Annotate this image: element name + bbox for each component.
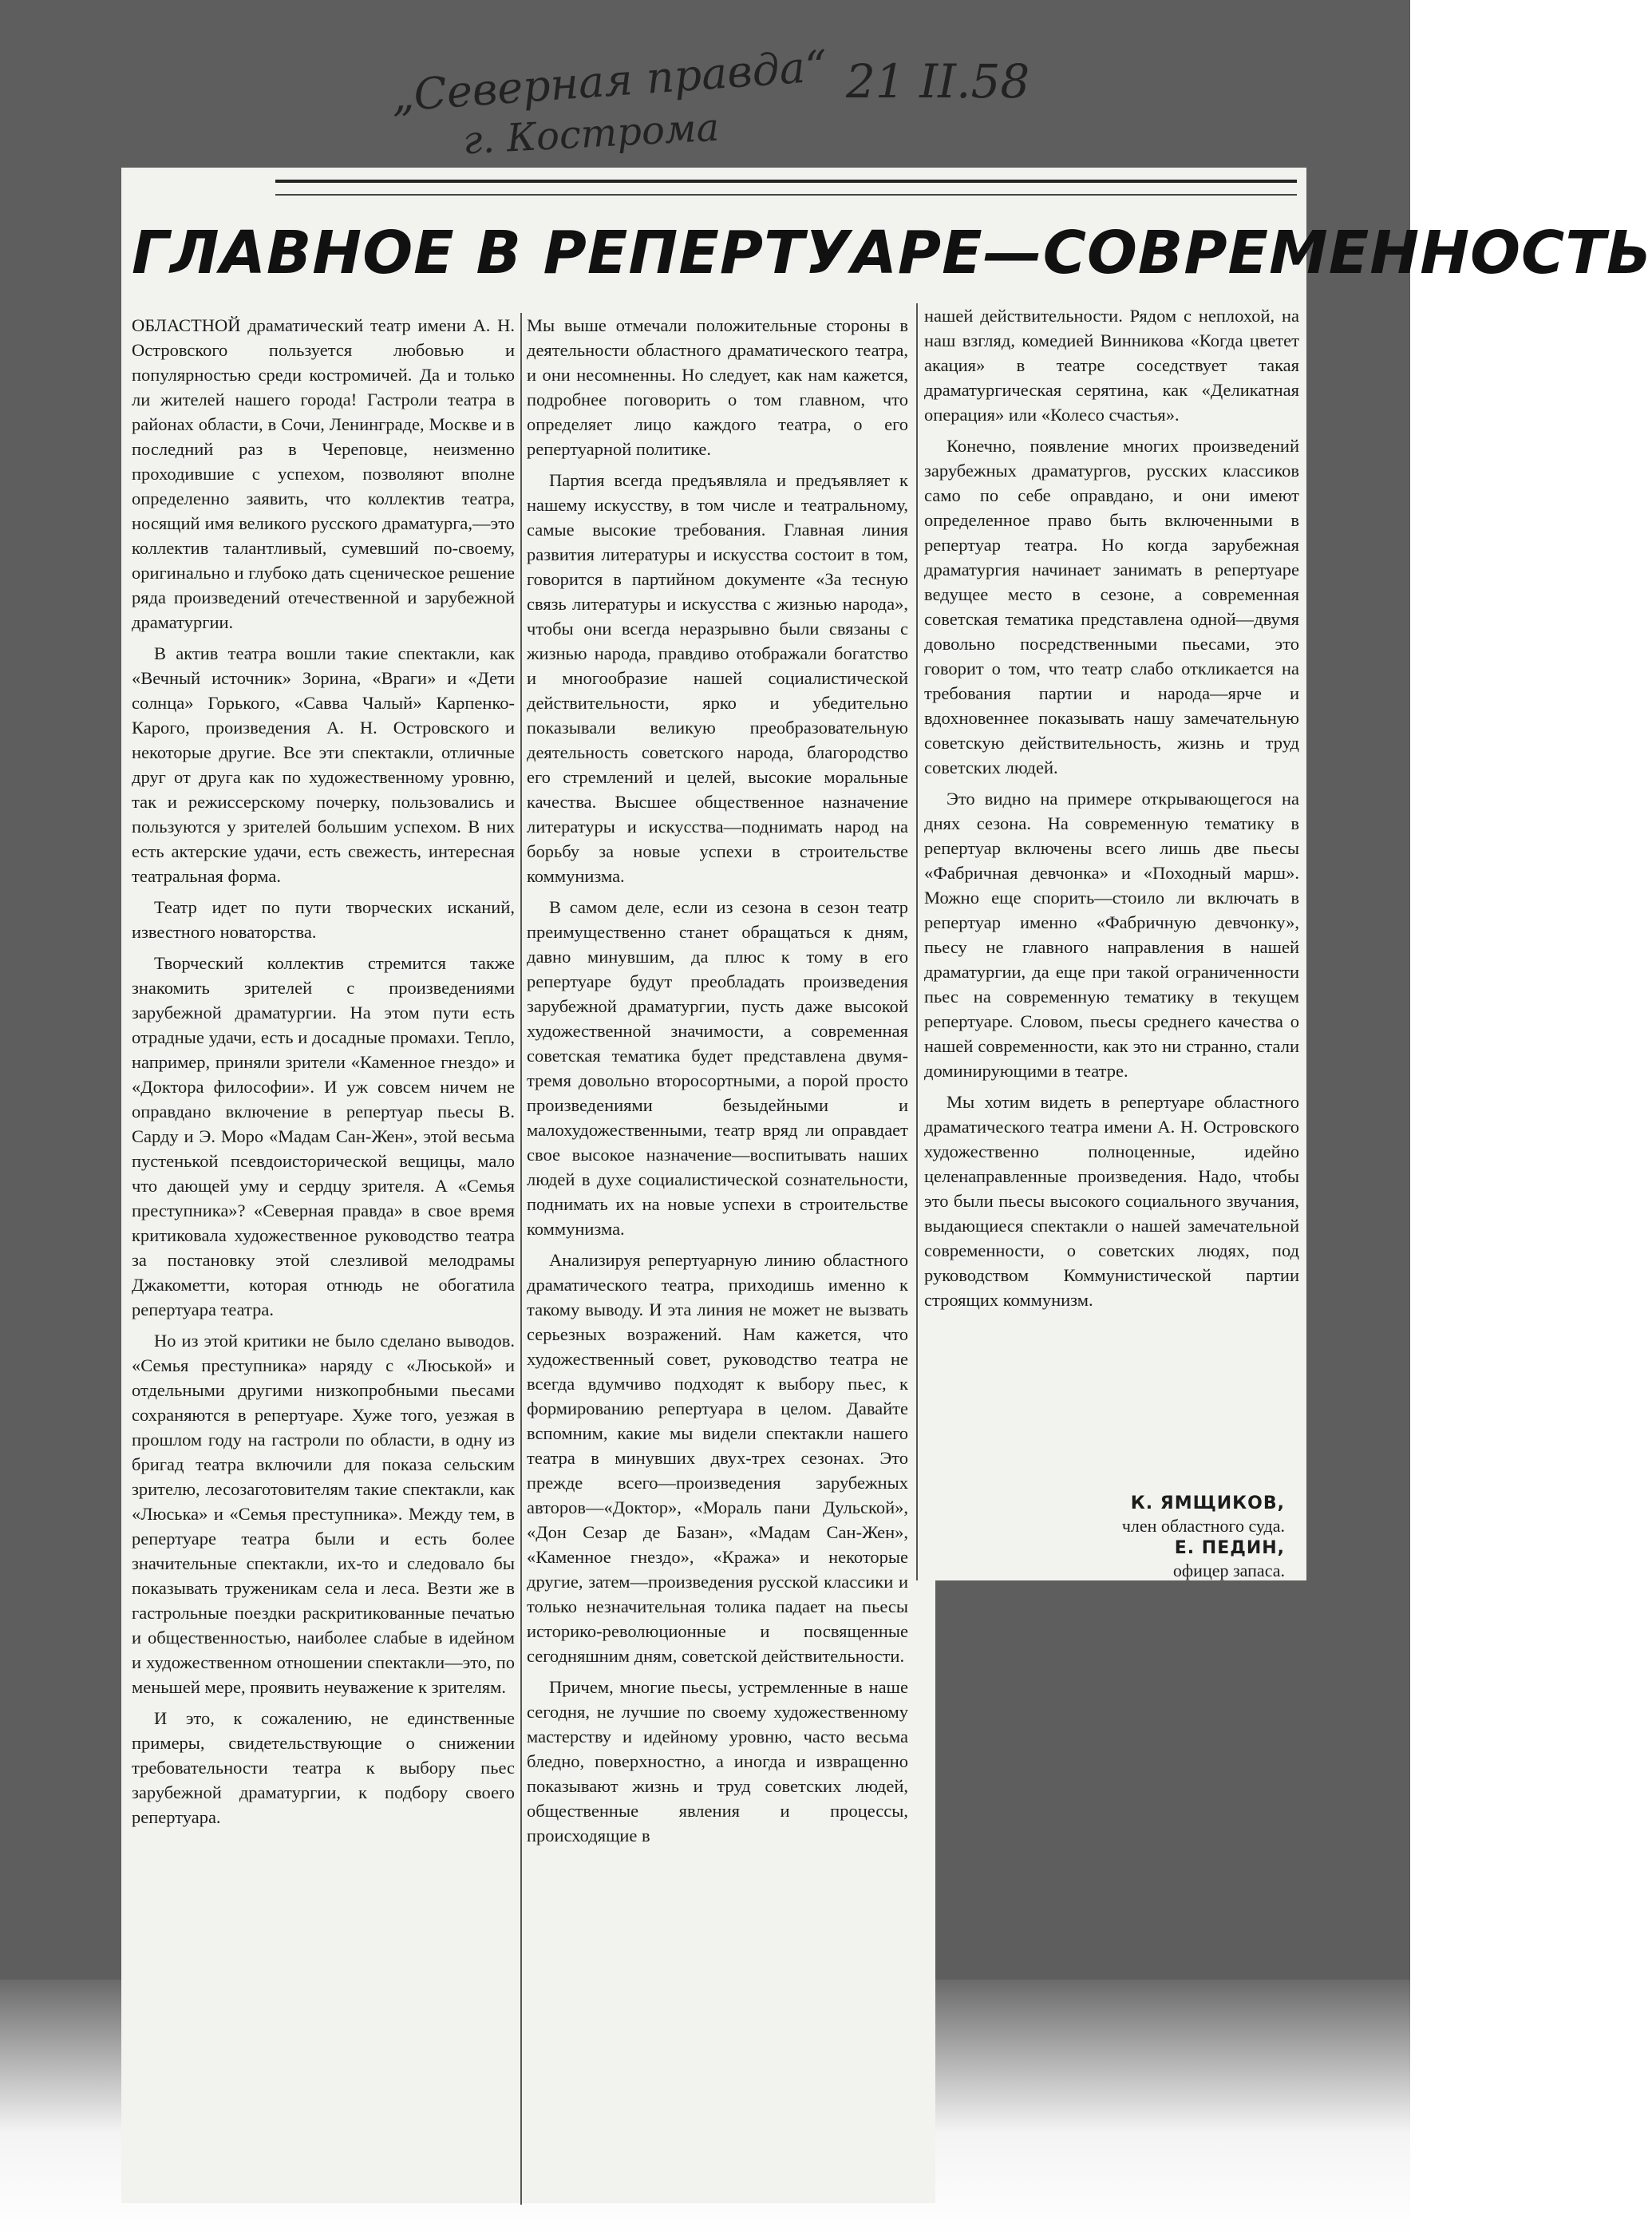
article-headline: ГЛАВНОЕ В РЕПЕРТУАРЕ—СОВРЕМЕННОСТЬ bbox=[132, 219, 1652, 287]
column-divider bbox=[916, 303, 918, 1580]
article-paragraph: Конечно, появление многих произведений зарубежных драматургов, русских классиков само по себе оправдано, и они имеют определенное право быть включенными в репертуар театра. Но когда зарубежная драматургия начинает занимать в репертуаре ведущее место в сезоне, а современная советская тематика представлена одной—двумя довольно посредственными пьесами, это говорит о том, что театр слабо откликается на требования партии и народа—ярче и вдохновеннее показывать нашу замечательную советскую действительность, жизнь и труд советских людей. bbox=[924, 436, 1299, 777]
column-divider bbox=[520, 313, 522, 2205]
article-column-3 bbox=[924, 303, 1299, 1501]
clipping-top-rule bbox=[275, 180, 1297, 196]
article-paragraph: Театр идет по пути творческих исканий, известного новаторства. bbox=[132, 897, 515, 942]
article-paragraph: Творческий коллектив стремится также знакомить зрителей с произведениями зарубежной драматургии. На этом пути есть отрадные удачи, есть и досадные промахи. Тепло, например, приняли зрители «Каменное гнездо» и «Доктора философии». И уж совсем ничем не оправдано включение в репертуар пьесы В. Сарду и Э. Моро «Мадам Сан-Жен», этой весьма пустенькой псевдоисторической вещицы, мало что дающей уму и сердцу зрителя. А «Семья преступника»? «Северная правда» в свое время критиковала художественное руководство театра за постановку этой слезливой мелодрамы Джакометти, которая отнюдь не обогатила репертуара театра. bbox=[132, 953, 515, 1319]
article-column-1 bbox=[132, 313, 515, 2205]
author-title: член областного суда. bbox=[1121, 1516, 1285, 1536]
article-paragraph: ОБЛАСТНОЙ драматический театр имени А. Н. Островского пользуется любовью и популярностью среди костромичей. Да и только ли жителей нашего города! Гастроли театра в районах области, в Сочи, Ленинграде, Москве и в последний раз в Череповце, неизменно проходившие с успехом, позволяют вполне определенно заявить, что коллектив театра, носящий имя великого русского драматурга,—это коллектив талантливый, сумевший по-своему, оригинально и глубоко дать сценическое решение ряда произведений отечественной и зарубежной драматургии. bbox=[132, 315, 515, 632]
author-name: Е. ПЕДИН, bbox=[1174, 1538, 1285, 1558]
handwritten-date: 21 II.58 bbox=[846, 54, 1030, 109]
article-paragraph: Мы выше отмечали положительные стороны в деятельности областного драматического театра, и они несомненны. Но следует, как нам кажется, подробнее поговорить о том главном, что определяет лицо каждого театра, о его репертуарной политике. bbox=[527, 315, 908, 459]
article-paragraph: Но из этой критики не было сделано выводов. «Семья преступника» наряду с «Люськой» и отдельными другими низкопробными пьесами сохраняются в репертуаре. Хуже того, уезжая в прошлом году на гастроли по области, в одну из бригад театра включили для показа сельским зрителю, лесозаготовителям такие спектакли, как «Люська» и «Семья преступника». Между тем, в репертуаре театра были и есть более значительные спектакли, их-то и следовало бы показывать труженикам села и леса. Везти же в гастрольные поездки раскритикованные печатью и общественностью, наиболее слабые в идейном и художественном отношении спектакли—это, по меньшей мере, проявить неуважение к зрителям. bbox=[132, 1331, 515, 1697]
handwritten-city: г. Кострома bbox=[461, 105, 721, 164]
handwritten-note bbox=[383, 41, 1101, 184]
article-paragraph: Мы хотим видеть в репертуаре областного драматического театра имени А. Н. Островского художественно полноценные, идейно целенаправленные произведения. Надо, чтобы это были пьесы высокого социального звучания, выдающиеся спектакли о нашей замечательной современности, о советских людях, под руководством Коммунистической партии строящих коммунизм. bbox=[924, 1092, 1299, 1310]
author-title: офицер запаса. bbox=[1172, 1561, 1285, 1580]
article-paragraph: Партия всегда предъявляла и предъявляет к нашему искусству, в том числе и театральному, самые высокие требования. Главная линия развития литературы и искусства состоит в том, говорится в партийном документе «За тесную связь литературы и искусства с жизнью народа», чтобы они всегда неразрывно были связаны с жизнью народа, правдиво отображали богатство и многообразие нашей социалистической действительности, ярко и убедительно показывали великую преобразовательную деятельность советского народа, благородство его стремлений и целей, высокие моральные качества. Высшее общественное назначение литературы и искусства—поднимать народ на борьбу за новые успехи в строительстве коммунизма. bbox=[527, 470, 908, 886]
article-paragraph: В самом деле, если из сезона в сезон театр преимущественно станет обращаться к дням, давно минувшим, да плюс к тому в его репертуаре будут преобладать произведения зарубежной драматургии, пусть даже высокой художественной значимости, а современная советская тематика будет представлена двумя-тремя довольно второсортными, а порой просто произведениями безыдейными и малохудожественными, театр вряд ли оправдает свое высокое назначение—воспитывать наших людей в духе социалистической сознательности, поднимать их на новые успехи в строительстве коммунизма. bbox=[527, 897, 908, 1239]
handwritten-newspaper-name: „Северная правда“ bbox=[389, 41, 829, 121]
article-paragraph: Причем, многие пьесы, устремленные в наше сегодня, не лучшие по своему художественному мастерству и идейному уровню, часто весьма бледно, поверхностно, а иногда и извращенно показывают жизнь и труд советских людей, общественные явления и процессы, происходящие в bbox=[527, 1677, 908, 1845]
article-paragraph: нашей действительности. Рядом с неплохой, на наш взгляд, комедией Винникова «Когда цветет акация» в театре соседствует такая драматургическая серятина, как «Деликатная операция» или «Колесо счастья». bbox=[924, 306, 1299, 425]
author-name: К. ЯМЩИКОВ, bbox=[1130, 1493, 1285, 1513]
article-paragraph: Это видно на примере открывающегося на днях сезона. На современную тематику в репертуар включены всего лишь две пьесы «Фабричная девчонка» и «Походный марш». Можно еще спорить—стоило ли включать в репертуар именно «Фабричную девчонку», пьесу не главного направления в нашей драматургии, да еще при такой ограниченности пьес на современную тематику в текущем репертуаре. Словом, пьесы среднего качества о нашей современности, как это ни странно, стали доминирующими в театре. bbox=[924, 789, 1299, 1081]
article-column-2 bbox=[527, 313, 908, 2205]
article-paragraph: В актив театра вошли такие спектакли, как «Вечный источник» Зорина, «Враги» и «Дети солнца» Горького, «Савва Чалый» Карпенко-Карого, произведения А. Н. Островского и некоторые другие. Все эти спектакли, отличные друг от друга как по художественному уровню, так и режиссерскому почерку, пользовались и пользуются у зрителей большим успехом. В них есть актерские удачи, есть свежесть, интересная театральная форма. bbox=[132, 643, 515, 886]
article-paragraph: И это, к сожалению, не единственные примеры, свидетельствующие о снижении требовательности театра к выбору пьес зарубежной драматургии, к подбору своего репертуара. bbox=[132, 1708, 515, 1827]
article-signature bbox=[990, 1493, 1285, 1588]
article-paragraph: Анализируя репертуарную линию областного драматического театра, приходишь именно к такому выводу. И эта линия не может не вызвать серьезных возражений. Нам кажется, что художественный совет, руководство театра не всегда вдумчиво подходят к выбору пьес, к формированию репертуара в целом. Давайте вспомним, какие мы видели спектакли нашего театра в минувших двух-трех сезонах. Это прежде всего—произведения зарубежных авторов—«Доктор», «Мораль пани Дульской», «Дон Сезар де Базан», «Мадам Сан-Жен», «Каменное гнездо», «Кража» и некоторые другие, затем—произведения русской классики и только незначительная толика падает на пьесы историко-революционные и посвященные сегодняшним дням, советской действительности. bbox=[527, 1250, 908, 1666]
